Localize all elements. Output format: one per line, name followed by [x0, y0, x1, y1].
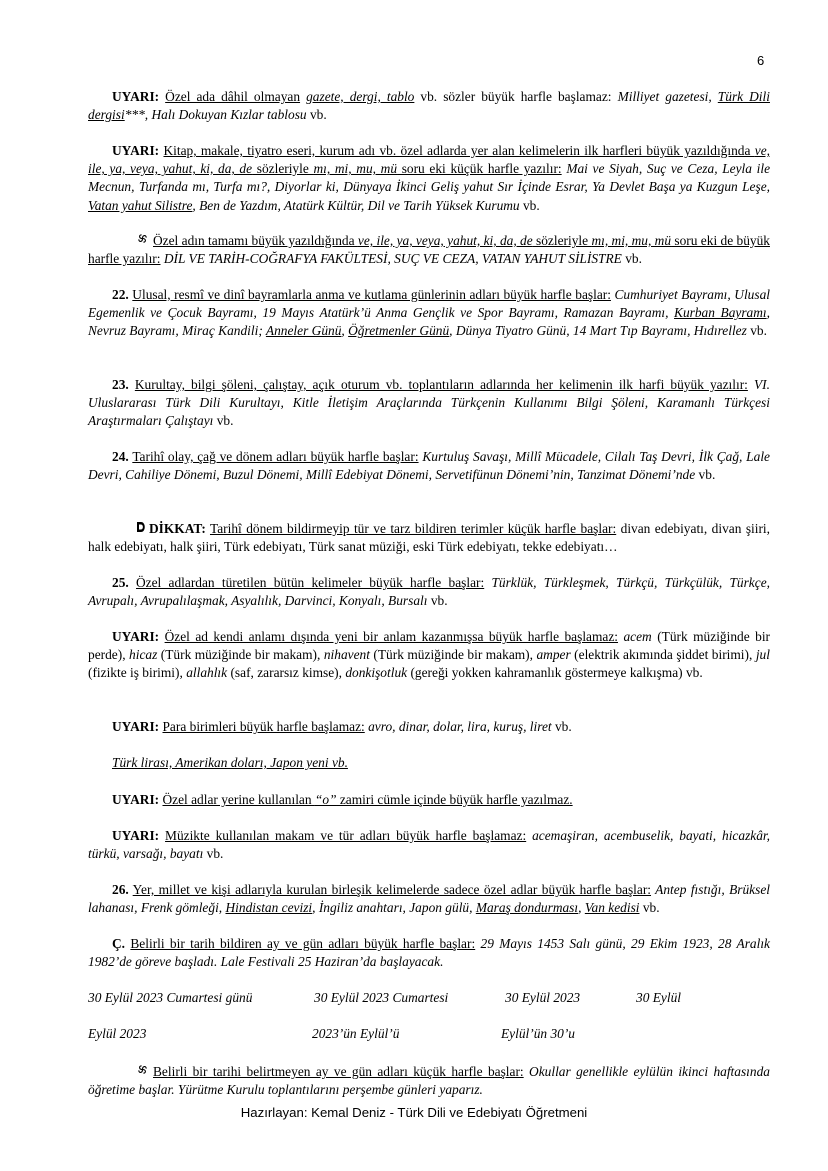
rule-text-tail: vb. sözler büyük harfle başlamaz: — [414, 89, 612, 104]
term: acem — [618, 629, 652, 644]
definition: (fizikte iş birimi), — [88, 665, 187, 681]
date-example: 30 Eylül 2023 Cumartesi günü — [88, 990, 253, 1005]
rule-text: Para birimleri büyük harfle başlamaz: — [162, 719, 365, 734]
warning-label: UYARI: — [112, 719, 160, 734]
rule-number: 24. — [112, 449, 129, 464]
etc-text: vb. — [621, 251, 642, 267]
example-underlined: Anneler Günü — [265, 323, 342, 339]
example-underlined: Vatan yahut Silistre — [88, 197, 193, 213]
date-example: 30 Eylül 2023 Cumartesi — [314, 990, 449, 1005]
example-text: ***, Halı Dokuyan Kızlar tablosu — [124, 107, 307, 123]
example-text: , Ben de Yazdım, Atatürk Kültür, Dil ve Tarih Yüksek Kurumu — [192, 197, 520, 213]
warning-note-pronoun — [88, 791, 770, 809]
etc-text: vb. — [427, 593, 448, 609]
example-text: Türklük, Türkleşmek, Türkçü, Türkçülük, Türkçe, Avrupalı, Avrupalılaşmak, Asyalılık, Darvinci, Konyalı, Bursalı — [88, 575, 770, 609]
term: amper — [536, 647, 571, 663]
example-text: DİL VE TARİH-COĞRAFYA FAKÜLTESİ, SUÇ VE CEZA, VATAN YAHUT SİLİSTRE — [160, 251, 622, 267]
example-text: divan edebiyatı, divan şiiri, halk edebiyatı, halk şiiri, Türk edebiyatı, Türk sanat müziği, eski Türk edebiyatı, tekke edebiyatı… — [88, 521, 771, 555]
example-text: Mai ve Siyah, Suç ve Ceza, Leyla ile Mecnun, Turfanda mı, Turfa mı?, Diyorlar ki, Dünyaya İkinci Geliş yahut Sır İçinde Esrar, Ya Devlet Başa ya Kuzgun Leşe, — [88, 161, 771, 195]
rule-text: soru eki küçük harfle yazılır: — [397, 161, 562, 177]
date-example: 2023’ün Eylül’ü — [312, 1026, 400, 1041]
term: jul — [755, 647, 770, 663]
rule-23 — [88, 376, 770, 431]
example-underlined: Hindistan cevizi — [225, 900, 313, 916]
rule-text: Müzikte kullanılan makam ve tür adları büyük harfle başlamaz: — [165, 828, 527, 843]
definition: (saf, zararsız kimse), — [227, 665, 346, 681]
rule-number: 25. — [112, 575, 129, 590]
warning-label: UYARI: — [112, 89, 160, 104]
warning-label: UYARI: — [112, 792, 160, 807]
etc-text: vb. — [213, 413, 234, 429]
page-number: 6 — [757, 53, 765, 68]
example-text: avro, dinar, dolar, lira, kuruş, liret — [364, 719, 552, 734]
rule-26 — [88, 881, 770, 917]
etc-text: vb. — [695, 467, 716, 483]
swirl-icon — [112, 232, 149, 250]
example-underlined: Van kedisi — [584, 900, 640, 916]
etc-text: vb. — [306, 107, 327, 123]
rule-keywords: mı, mi, mu, mü — [591, 233, 672, 248]
term: donkişotluk — [345, 665, 408, 681]
currency-examples — [88, 754, 770, 772]
rule-text: Özel ada dâhil olmayan — [165, 89, 301, 104]
note-undated-months — [88, 1063, 770, 1099]
date-example: Eylül 2023 — [88, 1026, 147, 1041]
rule-text: Özel adın tamamı büyük yazıldığında — [153, 233, 358, 248]
rule-22 — [88, 286, 770, 341]
warning-label: UYARI: — [112, 629, 160, 644]
rule-text: soru eki de büyük harfle yazılır: — [88, 233, 770, 267]
definition: (gereği yokken kahramanlık göstermeye kalkışma) vb. — [407, 665, 703, 681]
rule-number: 22. — [112, 287, 129, 302]
attention-label: DİKKAT: — [149, 521, 206, 536]
rule-keywords: mı, mi, mu, mü — [313, 161, 398, 177]
definition: (Türk müziğinde bir makam), — [369, 647, 537, 663]
definition: (elektrik akımında şiddet birimi), — [570, 647, 756, 663]
term: nihavent — [323, 647, 370, 663]
page-footer: Hazırlayan: Kemal Deniz - Türk Dili ve Edebiyatı Öğretmeni — [240, 1105, 588, 1120]
rule-text: Kitap, makale, tiyatro eseri, kurum adı vb. özel adlarda yer alan kelimelerin ilk harfleri büyük yazıldığında — [163, 143, 755, 158]
rule-text: Kurultay, bilgi şöleni, çalıştay, açık oturum vb. toplantıların adlarında her kelimenin ilk harfi büyük yazılır: — [134, 377, 748, 392]
rule-text: Özel adlardan türetilen bütün kelimeler büyük harfle başlar: — [136, 575, 485, 590]
example-text: Antep fıstığı, Brüksel lahanası, Frenk gömleği, — [88, 882, 770, 916]
example-text: VI. Uluslararası Türk Dili Kurultayı, Kitle İletişim Araçlarında Türkçenin Kullanımı Bilgi Şöleni, Karamanlı Türkçesi Araştırmaları Çalıştayı — [88, 377, 770, 429]
rule-number: 23. — [112, 377, 129, 392]
warning-note-periodicals — [88, 88, 770, 124]
warning-note-new-meaning — [88, 628, 770, 683]
example-underlined: Türk Dili dergisi — [88, 89, 770, 123]
rule-text: Yer, millet ve kişi adlarıyla kurulan birleşik kelimelerde sadece özel adlar büyük harfle başlar: — [132, 882, 652, 897]
etc-text: vb. — [519, 197, 540, 213]
definition: (Türk müziğinde bir makam), — [157, 647, 324, 663]
definition: (Türk müziğinde bir perde), — [88, 629, 770, 663]
term: allahlık — [186, 665, 228, 681]
etc-text: vb. — [746, 323, 767, 339]
etc-text: vb. — [639, 900, 660, 916]
date-example: Eylül’ün 30’u — [501, 1026, 576, 1041]
rule-number: 26. — [112, 882, 129, 897]
rule-number: Ç. — [112, 936, 126, 951]
rule-c-dates — [88, 935, 770, 971]
warning-note-currency — [88, 718, 770, 736]
warning-label: UYARI: — [112, 143, 160, 158]
warning-note-music — [88, 827, 770, 863]
date-example: 30 Eylül — [636, 990, 681, 1005]
example-underlined: Türk lirası, Amerikan doları, Japon yeni vb. — [112, 755, 348, 770]
example-underlined: Kurban Bayramı — [674, 305, 767, 321]
example-text: Okullar genellikle eylülün ikinci haftasında öğretime başlar. Yürütme Kurulu toplantılarını perşembe günleri yaparız. — [88, 1064, 770, 1098]
example-text: Cumhuriyet Bayramı, Ulusal Egemenlik ve Çocuk Bayramı, 19 Mayıs Atatürk’ü Anma Gençlik ve Spor Bayramı, Ramazan Bayramı, — [88, 287, 770, 321]
example-underlined: Maraş dondurması — [475, 900, 579, 916]
date-example: 30 Eylül 2023 — [505, 990, 581, 1005]
rule-keywords: gazete, dergi, tablo — [306, 89, 415, 104]
example-text: 29 Mayıs 1453 Salı günü, 29 Ekim 1923, 28 Aralık 1982’de göreve başladı. Lale Festivali 25 Haziran’da başlayacak. — [88, 936, 770, 970]
etc-text: vb. — [551, 719, 572, 734]
rule-text: Özel adlar yerine kullanılan — [162, 792, 315, 807]
example-text: , Nevruz Bayramı, Miraç Kandili; — [88, 305, 770, 339]
rule-text: Özel ad kendi anlamı dışında yeni bir anlam kazanmışsa büyük harfle başlamaz: — [164, 629, 619, 644]
attention-note-periods — [88, 520, 770, 556]
rule-text: Ulusal, resmî ve dinî bayramlarla anma ve kutlama günlerinin adları büyük harfle başlar: — [132, 287, 611, 302]
term: hicaz — [129, 647, 158, 663]
warning-note-titles — [88, 142, 770, 215]
example-text: Milliyet gazetesi, — [611, 89, 718, 104]
example-text: , — [341, 323, 349, 339]
rule-24 — [88, 448, 770, 484]
example-text: acemaşiran, acembuselik, bayati, hicazkâr, türkü, varsağı, bayatı — [88, 828, 770, 862]
rule-text: sözleriyle — [532, 233, 592, 248]
rule-25 — [88, 574, 770, 610]
example-text: , İngiliz anahtarı, Japon gülü, — [312, 900, 476, 916]
example-text: Kurtuluş Savaşı, Millî Mücadele, Cilalı Taş Devri, İlk Çağ, Lale Devri, Cahiliye Dönemi, Buzul Dönemi, Millî Edebiyat Dönemi, Servetifünun Dönemi’nin, Tanzimat Dönemi’nde — [88, 449, 770, 483]
rule-text: Tarihî olay, çağ ve dönem adları büyük harfle başlar: — [132, 449, 419, 464]
rule-text: Belirli bir tarihi belirtmeyen ay ve gün adları küçük harfle başlar: — [153, 1064, 524, 1079]
attention-icon — [112, 520, 147, 538]
rule-text: zamiri cümle içinde büyük harfle yazılmaz. — [336, 792, 573, 807]
etc-text: vb. — [203, 846, 224, 862]
warning-label: UYARI: — [112, 828, 160, 843]
rule-text: sözleriyle — [252, 161, 314, 177]
rule-keywords: “o” — [314, 792, 337, 807]
example-text: , — [578, 900, 585, 916]
rule-text: Tarihî dönem bildirmeyip tür ve tarz bildiren terimler küçük harfle başlar: — [209, 521, 617, 536]
example-underlined: Öğretmenler Günü — [348, 323, 450, 339]
example-text: , Dünya Tiyatro Günü, 14 Mart Tıp Bayramı, Hıdırellez — [449, 323, 747, 339]
rule-keywords: ve, ile, ya, veya, yahut, ki, da, de — [357, 233, 533, 248]
swirl-icon — [112, 1063, 149, 1081]
rule-text: Belirli bir tarih bildiren ay ve gün adları büyük harfle başlar: — [130, 936, 476, 951]
note-all-caps — [88, 232, 770, 268]
rule-keywords: ve, ile, ya, veya, yahut, ki, da, de — [88, 143, 770, 177]
